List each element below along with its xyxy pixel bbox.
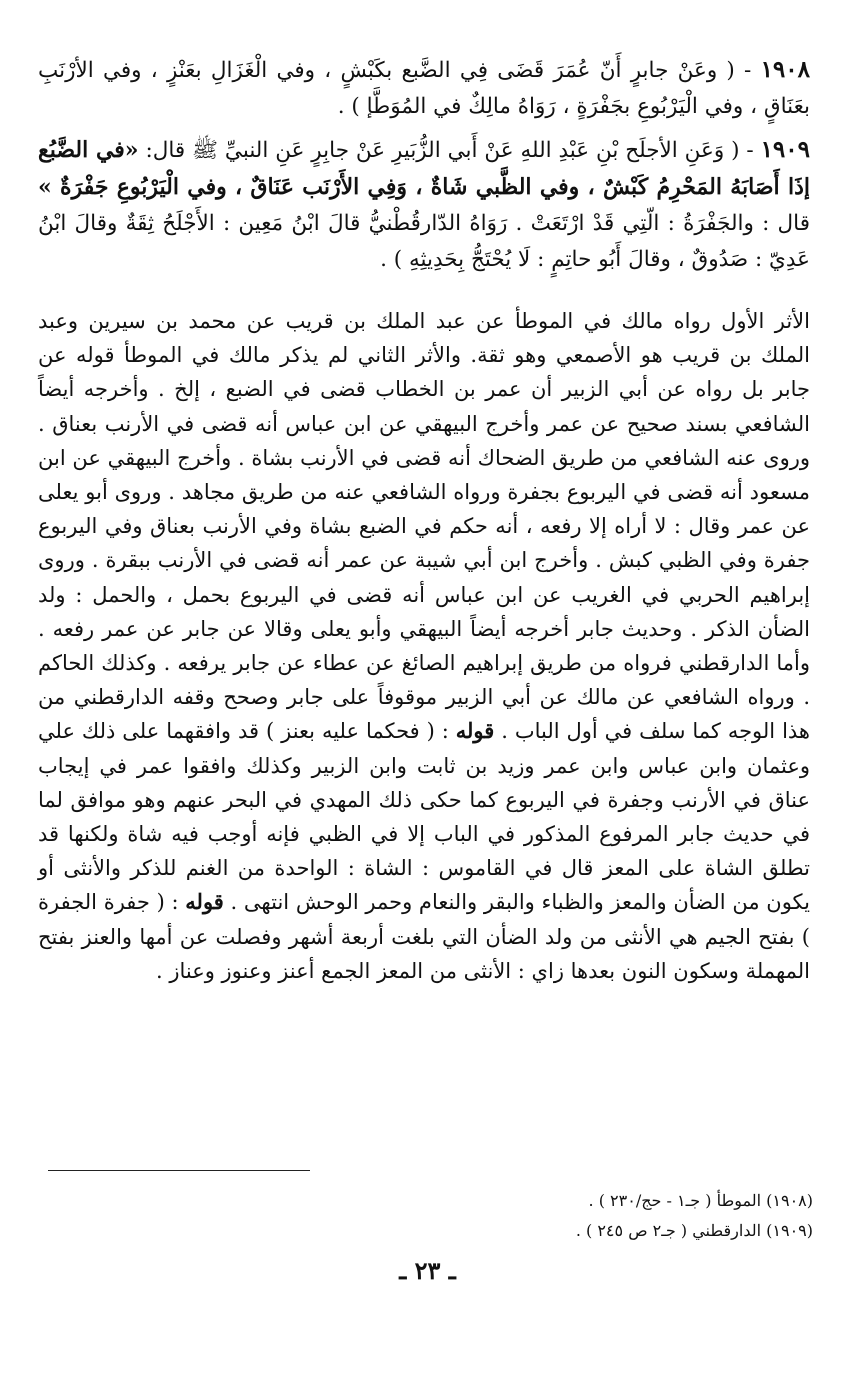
commentary-label: قوله: [455, 718, 495, 744]
hadith-number: ١٩٠٩: [760, 136, 810, 163]
footnotes: [576, 1186, 813, 1246]
commentary: [38, 304, 810, 988]
commentary-part-2: : ( فحكما عليه بعنز ) قد وافقهما على ذلك علي وعثمان وابن عباس وابن عمر وزيد بن ثابت وابن الزبير وكذلك وافقوا عمر في إيجاب عناق في الأرنب وجفرة في اليربوع كما حكى ذلك المهدي في البحر عنهم وهو موافق لما في حديث جابر المرفوع المذكور في الباب إلا في الظبي فإنه أوجب فيه شاة ولكنها قد تطلق الشاة على المعز قال في القاموس : الشاة : الواحدة من الغنم للذكر والأنثى أو يكون من الضأن والمعز والظباء والبقر والنعام وحمر الوحش انتهى .: [38, 719, 810, 915]
hadith-number: ١٩٠٨: [760, 56, 810, 83]
footnote-divider: [48, 1170, 310, 1171]
commentary-part-3: : ( جفرة الجفرة ) بفتح الجيم هي الأنثى من ولد الضأن التي بلغت أربعة أشهر وفصلت عن أمها والعنز بفتح المهملة وسكون النون بعدها زاي : الأنثى من المعز الجمع أعنز وعنوز وعناز .: [38, 890, 810, 983]
hadith-1909: [38, 132, 810, 278]
hadith-intro: - ( وَعَنِ الأجلَح بْنِ عَبْدِ اللهِ عَنْ أَبي الزُّبَيرِ عَنْ جابِرٍ عَنِ النبيِّ ﷺ قال:: [138, 138, 761, 163]
hadith-matn: «في الضَّبُع إذَا أَصَابَهُ المَحْرِمُ كَبْشٌ ، وفي الظَّبي شَاةٌ ، وَفِي الأَرْنَب عَنَاقٌ ، وفي الْيَرْبُوعِ جَفْرَةٌ »: [38, 137, 810, 200]
hadith-1908: [38, 52, 810, 125]
hadith-text: - ( وعَنْ جابرٍ أَنّ عُمَرَ قَضَى فِي الضَّبع بكَبْشٍ ، وفي الْغَزَالِ بعَنْزٍ ، وفي الأرْنَبِ بعَنَاقٍ ، وفي الْيَرْبُوعِ بجَفْرَةٍ ، رَوَاهُ مالِكٌ في المُوَطَّإ ) .: [38, 58, 810, 119]
footnote-1908: (١٩٠٨) الموطأ ( جـ١ - حج/٢٣٠ ) .: [588, 1191, 813, 1210]
footnote-1909: (١٩٠٩) الدارقطني ( جـ٢ ص ٢٤٥ ) .: [575, 1221, 813, 1240]
hadith-tail: قال : والجَفْرَةُ : الّتِي قَدْ ارْتَعَتْ . رَوَاهُ الدّارقُطْنيُّ قالَ ابْنُ مَعِين : الأَجْلَحُ ثِقَةٌ وقالَ ابْنُ عَدِيّ : صَدُوقٌ ، وقالَ أَبُو حاتِمٍ : لَا يُحْتَجُّ بِحَدِيثِهِ ) .: [38, 211, 810, 272]
commentary-part-1: الأثر الأول رواه مالك في الموطأ عن عبد الملك بن قريب عن محمد بن سيرين وعبد الملك بن قريب هو الأصمعي وهو ثقة. والأثر الثاني لم يذكر مالك في الموطأ قوله عن جابر بل رواه عن أبي الزبير أن عمر بن الخطاب قضى في الضبع ، إلخ . وأخرجه أيضاً الشافعي بسند صحيح عن عمر وأخرج البيهقي عن ابن عباس أنه قضى في الأرنب بعناق . وروى عنه الشافعي من طريق الضحاك أنه قضى في الأرنب بشاة . وأخرج البيهقي عن ابن مسعود أنه قضى في اليربوع بجفرة ورواه الشافعي عنه من طريق مجاهد . وروى أبو يعلى عن عمر وقال : لا أراه إلا رفعه ، أنه حكم في الضبع بشاة وفي الأرنب بعناق وفي اليربوع جفرة وفي الظبي كبش . وأخرج ابن أبي شيبة عن عمر أنه قضى في الأرنب ببقرة . وروى إبراهيم الحربي في الغريب عن ابن عباس أنه قضى في اليربوع بحمل ، والحمل : ولد الضأن الذكر . وحديث جابر أخرجه أيضاً البيهقي وأبو يعلى وقالا عن جابر عن عمر رفعه . وأما الدارقطني فرواه من طريق إبراهيم الصائغ عن عطاء عن جابر يرفعه . وكذلك الحاكم . ورواه الشافعي عن مالك عن أبي الزبير موقوفاً على جابر وصحح وقفه الدارقطني من هذا الوجه كما سلف في أول الباب .: [38, 309, 811, 744]
commentary-label: قوله: [185, 889, 224, 915]
page-number: ـ ٢٣ ـ: [399, 1256, 456, 1285]
page-body: [38, 52, 810, 1009]
